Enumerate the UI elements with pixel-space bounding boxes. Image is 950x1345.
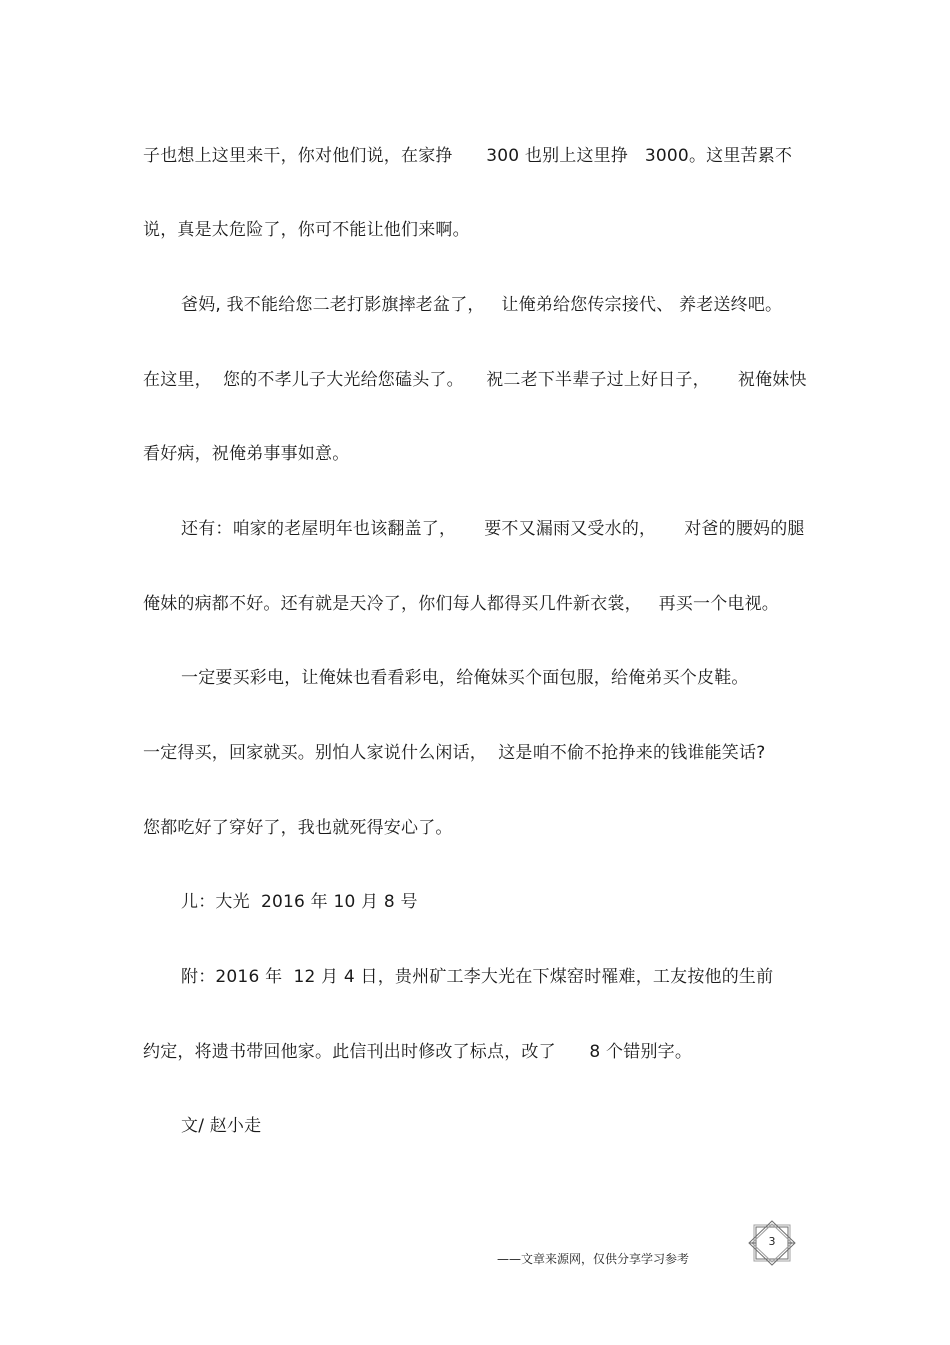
body-line-4: 在这里， 您的不孝儿子大光给您磕头了。 祝二老下半辈子过上好日子， 祝俺妹快 <box>143 370 807 390</box>
body-line-2: 说，真是太危险了，你可不能让他们来啊。 <box>143 220 470 240</box>
signature-line: 儿：大光 2016 年 10 月 8 号 <box>181 892 418 912</box>
footer-source-note: ——文章来源网，仅供分享学习参考 <box>497 1252 690 1266</box>
body-line-1: 子也想上这里来干，你对他们说，在家挣 300 也别上这里挣 3000。这里苦累不 <box>143 146 793 166</box>
body-line-5: 看好病，祝俺弟事事如意。 <box>143 444 350 464</box>
page-number: 3 <box>768 1235 776 1248</box>
appendix-line-2: 约定，将遗书带回他家。此信刊出时修改了标点，改了 8 个错别字。 <box>143 1042 693 1062</box>
body-line-10: 您都吃好了穿好了，我也就死得安心了。 <box>143 818 453 838</box>
author-line: 文/ 赵小走 <box>181 1116 262 1136</box>
body-line-3: 爸妈, 我不能给您二老打影旗摔老盆了， 让俺弟给您传宗接代、 养老送终吧。 <box>181 295 783 315</box>
body-line-8: 一定要买彩电，让俺妹也看看彩电，给俺妹买个面包服，给俺弟买个皮鞋。 <box>181 668 749 688</box>
body-line-9: 一定得买，回家就买。别怕人家说什么闲话， 这是咱不偷不抢挣来的钱谁能笑话? <box>143 743 766 763</box>
page-number-badge <box>748 1220 796 1266</box>
body-line-6: 还有：咱家的老屋明年也该翻盖了， 要不又漏雨又受水的， 对爸的腰妈的腿 <box>181 519 805 539</box>
appendix-line-1: 附：2016 年 12 月 4 日，贵州矿工李大光在下煤窑时罹难，工友按他的生前 <box>181 967 774 987</box>
body-line-7: 俺妹的病都不好。还有就是天冷了，你们每人都得买几件新衣裳， 再买一个电视。 <box>143 594 780 614</box>
